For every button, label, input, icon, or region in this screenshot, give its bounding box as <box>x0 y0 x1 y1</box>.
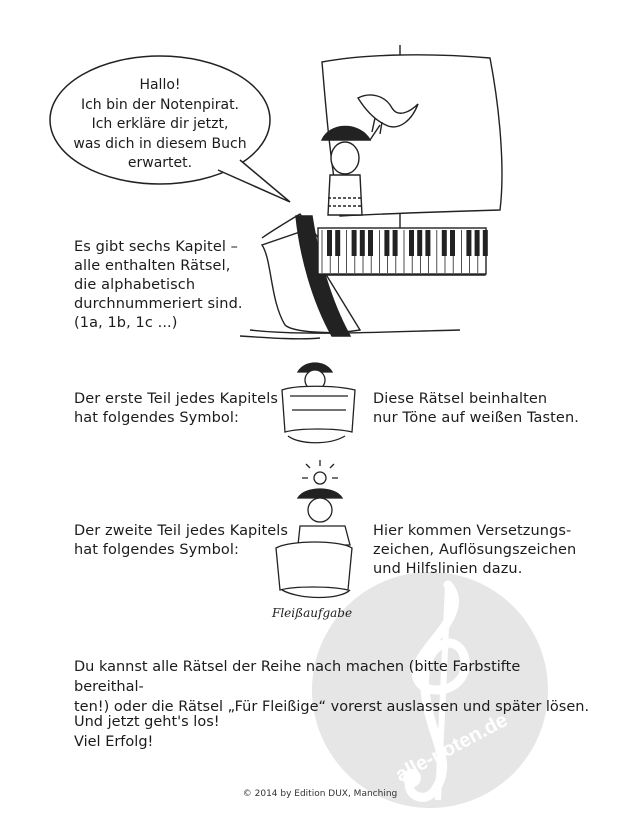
intro-line: durchnummeriert sind. <box>74 296 243 312</box>
pirate-reading-map-symbol <box>282 363 355 443</box>
copyright-footer: © 2014 by Edition DUX, Manching <box>242 789 398 799</box>
bubble-line: Ich erkläre dir jetzt, <box>91 116 229 132</box>
intro-line: Es gibt sechs Kapitel – <box>74 239 239 255</box>
speech-bubble-text <box>70 76 250 174</box>
closing-paragraph <box>74 657 594 717</box>
closing-line: Du kannst alle Rätsel der Reihe nach machen (bitte Farbstifte bereithal- <box>74 659 521 695</box>
section-one-desc-line: nur Töne auf weißen Tasten. <box>373 410 579 426</box>
section-two-desc-line: zeichen, Auflösungszeichen <box>373 542 577 558</box>
intro-line: alle enthalten Rätsel, <box>74 258 231 274</box>
closing-final <box>74 712 220 752</box>
closing-line: ten!) oder die Rätsel „Für Fleißige“ vorerst auslassen und später lösen. <box>74 699 590 715</box>
section-one-desc-line: Diese Rätsel beinhalten <box>373 391 548 407</box>
bubble-line: Hallo! <box>139 77 181 93</box>
section-one-line: Der erste Teil jedes Kapitels <box>74 391 278 407</box>
section-two-line: hat folgendes Symbol: <box>74 542 239 558</box>
section-one-right <box>373 390 579 428</box>
fleissaufgabe-caption: Fleißaufgabe <box>272 606 353 620</box>
bubble-line: Ich bin der Notenpirat. <box>80 96 240 113</box>
bubble-line: was dich in diesem Buch <box>73 135 247 152</box>
keyboard-rail <box>318 228 486 274</box>
intro-text <box>74 238 243 333</box>
section-two-left <box>74 522 288 560</box>
section-two-right <box>373 522 576 579</box>
intro-line: die alphabetisch <box>74 277 196 293</box>
closing-final-line: Viel Erfolg! <box>74 734 154 750</box>
section-two-line: Der zweite Teil jedes Kapitels <box>74 523 289 539</box>
section-one-line: hat folgendes Symbol: <box>74 410 239 426</box>
section-two-desc-line: und Hilfslinien dazu. <box>373 561 523 577</box>
section-two-desc-line: Hier kommen Versetzungs- <box>373 523 572 539</box>
bubble-line: erwartet. <box>127 155 193 171</box>
watermark-text: alle-noten.de <box>392 709 512 787</box>
section-one-left <box>74 390 278 428</box>
pirate-ship-illustration <box>240 45 502 339</box>
closing-final-line: Und jetzt geht's los! <box>74 714 220 730</box>
intro-line: (1a, 1b, 1c ...) <box>74 315 178 331</box>
